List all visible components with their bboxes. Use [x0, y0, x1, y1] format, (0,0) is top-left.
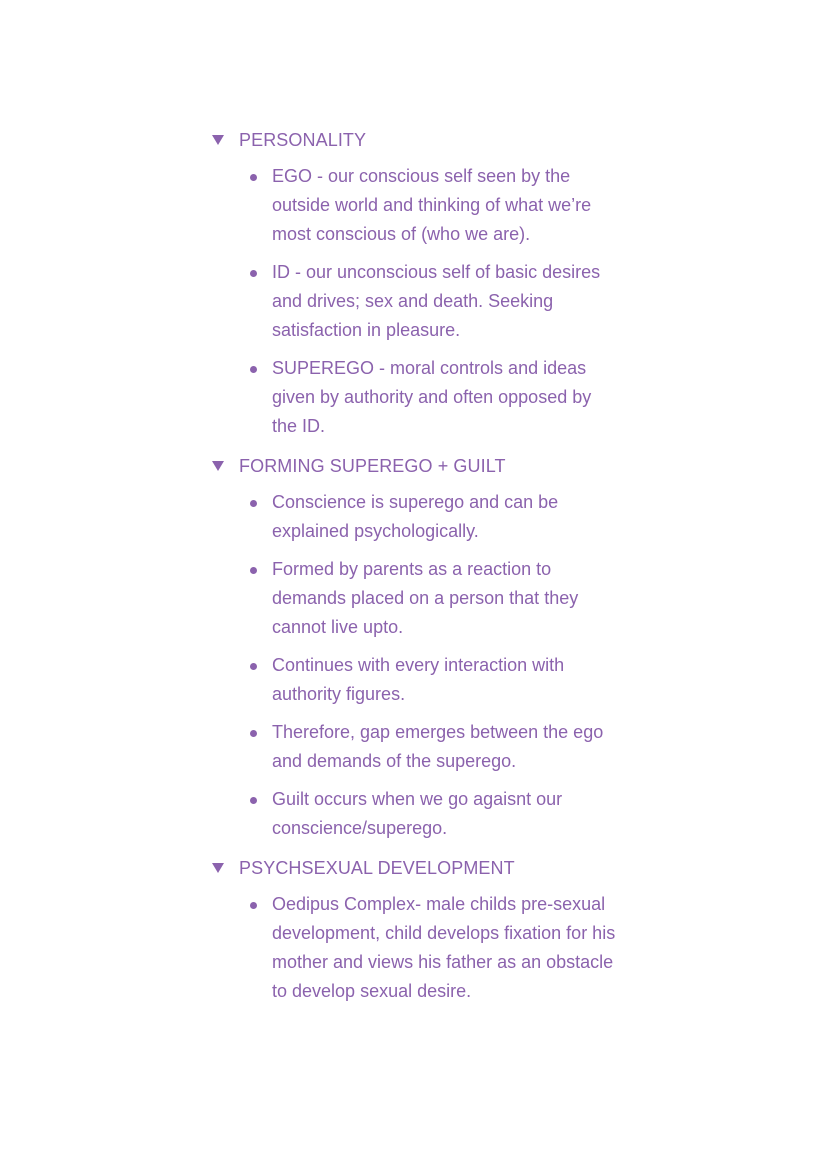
bullet-icon — [250, 174, 257, 181]
list-item — [210, 258, 620, 345]
disclosure-triangle-icon[interactable] — [212, 135, 224, 145]
section-personality — [210, 124, 630, 441]
list-item-text: Oedipus Complex- male childs pre-sexual development, child develops fixation for his mother and views his father as an obstacle to develop sexual desire. — [272, 894, 616, 1001]
list-item-text: Continues with every interaction with authority figures. — [272, 655, 565, 704]
disclosure-triangle-icon[interactable] — [212, 863, 224, 873]
bullet-icon — [250, 270, 257, 277]
section-title: PERSONALITY — [239, 129, 367, 150]
bullet-icon — [250, 366, 257, 373]
section-header[interactable] — [210, 450, 630, 482]
bullet-icon — [250, 797, 257, 804]
list-item — [210, 651, 620, 709]
list-item — [210, 718, 620, 776]
list-item — [210, 488, 620, 546]
bullet-list — [210, 890, 630, 1006]
section-title: FORMING SUPEREGO + GUILT — [239, 455, 506, 476]
list-item-text: ID - our unconscious self of basic desires and drives; sex and death. Seeking satisfaction in pleasure. — [272, 262, 601, 340]
section-forming-superego-guilt — [210, 450, 630, 843]
bullet-list — [210, 488, 630, 843]
list-item-text: SUPEREGO - moral controls and ideas given by authority and often opposed by the ID. — [272, 358, 592, 436]
disclosure-triangle-icon[interactable] — [212, 461, 224, 471]
bullet-icon — [250, 500, 257, 507]
list-item — [210, 890, 620, 1006]
list-item-text: Formed by parents as a reaction to demands placed on a person that they cannot live upto. — [272, 559, 579, 637]
outline — [210, 124, 630, 1015]
bullet-icon — [250, 730, 257, 737]
bullet-list — [210, 162, 630, 441]
list-item — [210, 162, 620, 249]
list-item — [210, 555, 620, 642]
section-title: PSYCHSEXUAL DEVELOPMENT — [239, 857, 515, 878]
list-item — [210, 354, 620, 441]
section-header[interactable] — [210, 124, 630, 156]
list-item-text: Therefore, gap emerges between the ego and demands of the superego. — [272, 722, 604, 771]
list-item-text: EGO - our conscious self seen by the outside world and thinking of what we’re most conscious of (who we are). — [272, 166, 592, 244]
section-header[interactable] — [210, 852, 630, 884]
section-psychsexual-development — [210, 852, 630, 1006]
list-item-text: Guilt occurs when we go agaisnt our conscience/superego. — [272, 789, 563, 838]
bullet-icon — [250, 567, 257, 574]
bullet-icon — [250, 663, 257, 670]
list-item-text: Conscience is superego and can be explained psychologically. — [272, 492, 559, 541]
bullet-icon — [250, 902, 257, 909]
list-item — [210, 785, 620, 843]
